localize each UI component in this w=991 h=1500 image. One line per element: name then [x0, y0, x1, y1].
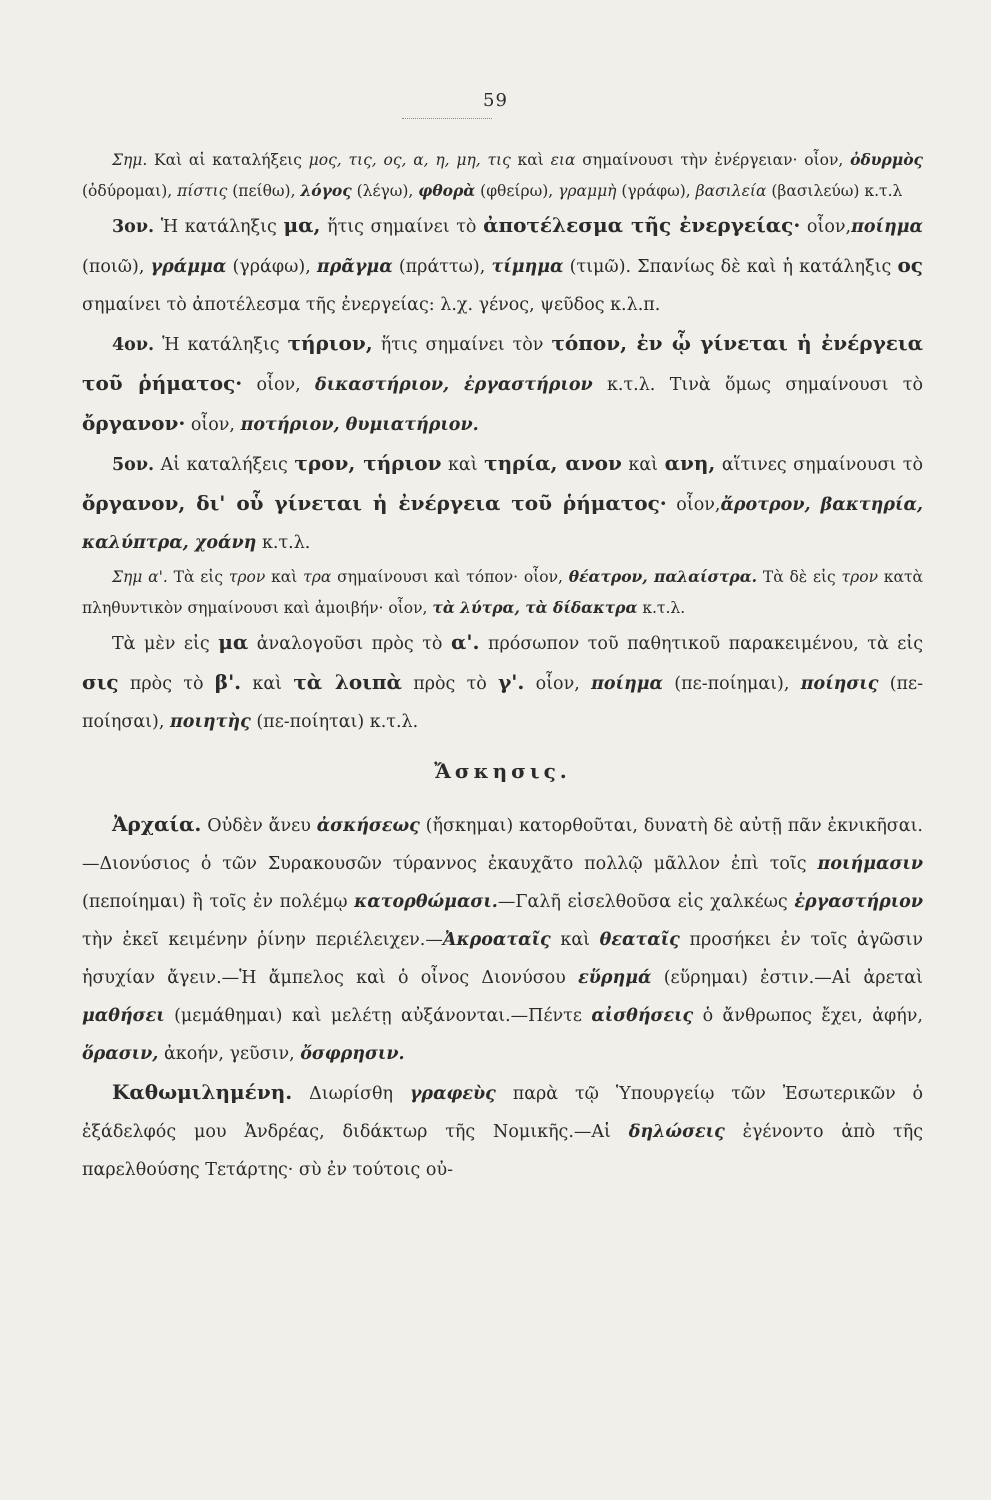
text-run: κ.τ.λ. [256, 533, 311, 553]
example-root: (γράφω), [616, 181, 696, 200]
example-word: ἀσκήσεως [316, 816, 420, 836]
concept: ἀποτέλεσμα τῆς ἐνεργείας· [483, 213, 801, 237]
person-marker: γ'. [498, 670, 525, 694]
text-run: ἥτις σημαίνει τὸ [320, 217, 484, 237]
concept: τὰ λοιπὰ [293, 670, 402, 694]
example-word: Ἀκροαταῖς [442, 930, 551, 950]
example-word: μαθήσει [82, 1006, 165, 1026]
text-run: κατὰ πληθυντικὸν σημαίνουσι καὶ ἀμοιβήν· οἷον, [82, 568, 924, 617]
example-root: (γράφω), [226, 257, 317, 277]
note-lead: Σημ. [112, 151, 148, 169]
example-word: ἐργαστήριον [794, 892, 923, 912]
para-person-analogy [82, 623, 923, 741]
ending: σις [82, 670, 119, 694]
text-run: οἷον, [524, 674, 592, 694]
endings-list: μος, τις, ος, α, η, μη, τις [308, 151, 511, 169]
example-word: γραμμὴ [558, 181, 617, 200]
example-root: (λέγω), [351, 181, 419, 200]
example-root: (φθείρω), [475, 181, 559, 200]
example-word: ὀδυρμὸς [850, 150, 923, 169]
exercise-label: Ἀρχαία. [112, 812, 202, 836]
rule-number: 4ον. [112, 335, 155, 355]
example-word: γραφεὺς [409, 1084, 496, 1104]
text-run: (εὕρημαι) ἐστιν.—Αἱ ἀρεταὶ [651, 968, 923, 988]
ending: τρον [841, 568, 878, 586]
example-root: (πράττω), [392, 257, 492, 277]
ending: τηρία, ανον [484, 451, 622, 475]
text-run: (ἤσκημαι) κατορθοῦται, δυνατὴ δὲ αὐτῇ πᾶν ἐκνικῆσαι.—Διονύσιος ὁ τῶν Συρακουσῶν τύραννος ἐκαυχᾶτο πολλῷ μᾶλλον ἐπὶ τοῖς [82, 816, 923, 874]
example-root: (πείθω), [227, 181, 301, 200]
example-word: ποτήριον, θυμιατήριον. [240, 415, 479, 435]
text-run: σημαίνει τὸ ἀποτέλεσμα τῆς ἐνεργείας: λ.χ. γένος, ψεῦδος κ.λ.π. [82, 295, 661, 315]
example-root: (βασιλεύω) κ.τ.λ [766, 181, 903, 200]
ending-eia: εια [550, 151, 576, 169]
note-lead: Σημ α'. [112, 568, 168, 586]
example-word: δικαστήριον, ἐργαστήριον [315, 375, 593, 395]
ending: τρον [228, 568, 266, 586]
exercise-label: Καθωμιλημένη. [112, 1080, 293, 1104]
ending: τρα [303, 568, 332, 586]
text-run: καὶ [550, 930, 600, 950]
example-word: ποίημα [851, 217, 924, 237]
text-run: Τὰ μὲν εἰς [112, 634, 219, 654]
text-run: ὁ ἄνθρωπος ἔχει, ἀφήν, [693, 1006, 923, 1026]
text-run: ἥτις σημαίνει τὸν [372, 335, 552, 355]
text-run: Αἱ καταλήξεις [154, 455, 295, 475]
text-run: Ἡ κατάληξις [154, 335, 288, 355]
exercise-ancient [82, 805, 923, 1073]
example-word: γράμμα [150, 257, 227, 277]
rule-4 [82, 324, 923, 444]
text-run: Καὶ αἱ καταλήξεις [147, 151, 309, 169]
example-word: ποιήμασιν [817, 854, 923, 874]
text-run: (μεμάθημαι) καὶ μελέτῃ αὐξάνονται.—Πέντε [164, 1006, 592, 1026]
text-run: ἀκοήν, γεῦσιν, [158, 1044, 301, 1064]
exercise-modern [82, 1073, 923, 1189]
text-run: προσήκει ἐν τοῖς ἀγῶσιν ἡσυχίαν ἄγειν.—Ἡ ἄμπελος καὶ ὁ οἶνος Διονύσου [82, 930, 924, 988]
person-marker: β'. [214, 670, 242, 694]
example-word: τὰ λύτρα, τὰ δίδακτρα [432, 597, 638, 617]
example-word: πρᾶγμα [316, 257, 393, 277]
text-run: οἷον, [242, 375, 316, 395]
example-word: ἄροτρον, βακτηρία, καλύπτρα, χοάνη [82, 495, 924, 553]
rule-5 [82, 444, 923, 562]
example-root: (πε-ποίημαι), [663, 674, 801, 694]
text-run: Τὰ δὲ εἰς [757, 568, 842, 586]
rule-3 [82, 206, 923, 324]
concept: ὄργανον, δι' οὗ γίνεται ἡ ἐνέργεια τοῦ ῥήματος· [82, 491, 667, 515]
rule-number: 3ον. [112, 217, 155, 237]
example-word: λόγος [300, 180, 352, 200]
text-run: (πεποίημαι) ἢ τοῖς ἐν πολέμῳ [82, 892, 355, 912]
example-word: ὄσφρησιν. [300, 1044, 405, 1064]
text-run: πρόσωπον τοῦ παθητικοῦ παρακειμένου, τὰ εἰς [479, 634, 924, 654]
text-run: πρὸς τὸ [118, 674, 215, 694]
example-word: ποίημα [591, 674, 664, 694]
ending: μα [218, 630, 249, 654]
example-root: (πε-ποίησαι), [82, 674, 924, 732]
text-run: ἀναλογοῦσι πρὸς τὸ [248, 634, 451, 654]
text-run: Οὐδὲν ἄνευ [201, 816, 317, 836]
text-run: πρὸς τὸ [401, 674, 499, 694]
section-heading: Ἄσκησις. [434, 759, 571, 783]
example-word: δηλώσεις [628, 1122, 725, 1142]
example-word: θεαταῖς [599, 930, 680, 950]
example-word: ὅρασιν, [82, 1044, 159, 1064]
ending: τήριον, [287, 331, 373, 355]
text-run: —Γαλῆ εἰσελθοῦσα εἰς χαλκέως [497, 892, 795, 912]
page-number: 59 [483, 90, 508, 111]
ending: μα, [283, 213, 321, 237]
example-word: πίστις [177, 181, 228, 200]
rule-number: 5ον. [112, 455, 155, 475]
example-word: ποίησις [800, 674, 879, 694]
page-body [82, 145, 923, 1189]
text-run: σημαίνουσι καὶ τόπον· οἷον, [331, 568, 569, 586]
text-run: αἵτινες σημαίνουσι τὸ [715, 455, 923, 475]
text-run: τὴν ἐκεῖ κειμένην ῥίνην περιέλειχεν.— [82, 930, 443, 950]
example-root: (πε-ποίηται) κ.τ.λ. [250, 712, 419, 732]
ending: ος [897, 253, 923, 277]
ending: τρον, τήριον [294, 451, 442, 475]
text-run: Διωρίσθη [292, 1084, 410, 1104]
text-run: καὶ [510, 151, 551, 169]
text-run: κ.τ.λ. Τινὰ ὅμως σημαίνουσι τὸ [592, 375, 923, 395]
page-number-rule [402, 118, 492, 119]
concept: ὄργανον· [82, 411, 186, 435]
text-run: Ἡ κατάληξις [154, 217, 284, 237]
example-word: ποιητὴς [169, 712, 251, 732]
example-word: φθορὰ [418, 180, 476, 200]
ending: ανη, [664, 451, 716, 475]
text-run: παρὰ τῷ Ὑπουργείῳ τῶν Ἐσωτερικῶν ὁ ἐξάδελφός μου Ἀνδρέας, διδάκτωρ τῆς Νομικῆς.—Αἱ [82, 1084, 923, 1142]
example-root: (ποιῶ), [82, 257, 151, 277]
text-run: καὶ [265, 568, 304, 586]
text-run: ἐγένοντο ἀπὸ τῆς παρελθούσης Τετάρτης· σὺ ἐν τούτοις οὐ- [82, 1122, 923, 1180]
text-run: καὶ [241, 674, 294, 694]
text-run: καὶ [441, 455, 485, 475]
text-run: οἷον, [666, 495, 721, 515]
text-run: κ.τ.λ. [637, 598, 686, 617]
example-root: (ὀδύρομαι), [82, 181, 178, 200]
person-marker: α'. [451, 630, 480, 654]
text-run: οἷον, [185, 415, 241, 435]
example-root: (τιμῶ). Σπανίως δὲ καὶ ἡ κατάληξις [563, 257, 898, 277]
text-run: Τὰ εἰς [167, 568, 229, 586]
note-endings-energy [82, 145, 923, 206]
example-word: εὕρημά [578, 968, 652, 988]
concept: τόπον, ἐν ᾧ γίνεται ἡ ἐνέργεια τοῦ ῥήματος· [82, 331, 923, 395]
text-run: οἷον, [800, 217, 852, 237]
example-word: τίμημα [491, 257, 564, 277]
example-word: αἰσθήσεις [591, 1006, 694, 1026]
example-word: κατορθώμασι. [354, 892, 498, 912]
note-alpha [82, 562, 923, 623]
text-run: σημαίνουσι τὴν ἐνέργειαν· οἷον, [575, 151, 851, 169]
example-word: θέατρον, παλαίστρα. [568, 567, 758, 586]
text-run: καὶ [621, 455, 665, 475]
example-word: βασιλεία [695, 181, 767, 200]
